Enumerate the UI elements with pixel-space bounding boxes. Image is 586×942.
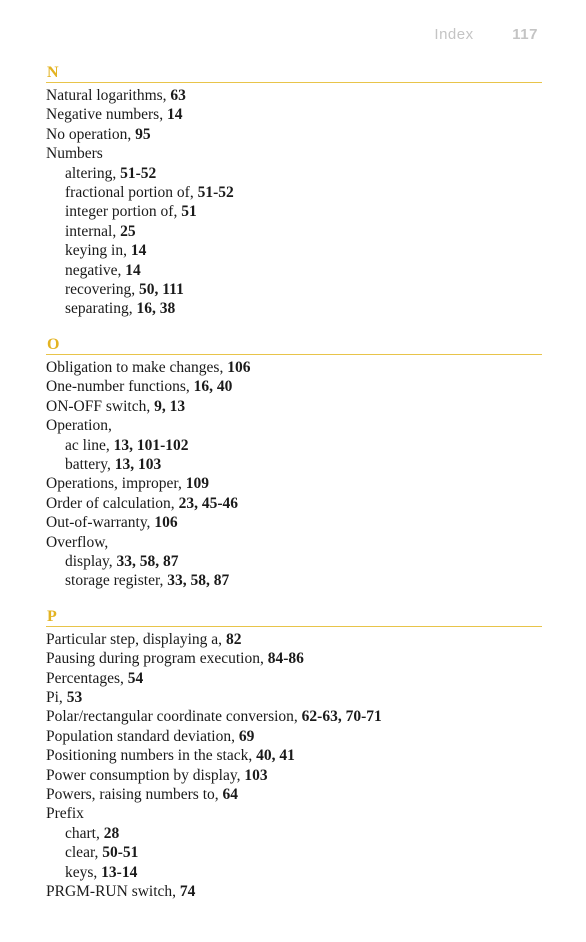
entry-term: separating, — [65, 300, 137, 318]
index-entry — [46, 688, 542, 707]
index-entry — [46, 494, 542, 513]
entry-term: Overflow, — [46, 533, 109, 551]
entry-term: negative, — [65, 261, 126, 279]
entry-term: No operation, — [46, 125, 136, 143]
index-subentry — [46, 863, 542, 882]
entry-term: chart, — [65, 824, 104, 842]
entry-page-refs: 51-52 — [197, 184, 234, 202]
index-entry — [46, 474, 542, 493]
entry-page-refs: 13, 103 — [114, 455, 162, 473]
index-subentry — [46, 436, 542, 455]
entry-term: Particular step, displaying a, — [46, 630, 226, 648]
index-entry — [46, 358, 542, 377]
index-entry — [46, 804, 542, 823]
entry-page-refs: 14 — [130, 242, 147, 260]
entry-term: Prefix — [46, 805, 84, 823]
index-entry — [46, 377, 542, 396]
index-entry — [46, 785, 542, 804]
entry-page-refs: 40, 41 — [256, 747, 295, 765]
entry-page-refs: 14 — [166, 106, 183, 124]
entry-term: integer portion of, — [65, 203, 182, 221]
entry-page-refs: 69 — [238, 727, 255, 745]
entry-term: Operations, improper, — [46, 475, 186, 493]
index-subentry — [46, 299, 542, 318]
index-subentry — [46, 824, 542, 843]
entry-term: Polar/rectangular coordinate conversion, — [46, 708, 302, 726]
entry-page-refs: 74 — [179, 883, 196, 901]
index-entry — [46, 727, 542, 746]
entry-page-refs: 103 — [244, 766, 268, 784]
entry-term: display, — [65, 552, 117, 570]
index-subentry — [46, 455, 542, 474]
entry-page-refs: 84-86 — [267, 650, 304, 668]
index-entry — [46, 649, 542, 668]
index-entry — [46, 630, 542, 649]
index-subentry — [46, 183, 542, 202]
entry-term: Percentages, — [46, 669, 128, 687]
index-subentry — [46, 280, 542, 299]
entry-page-refs: 23, 45-46 — [178, 494, 238, 512]
index-subentry — [46, 552, 542, 571]
index-entry — [46, 105, 542, 124]
entry-term: Obligation to make changes, — [46, 358, 228, 376]
entry-term: Pausing during program execution, — [46, 650, 268, 668]
section-letter-heading: O — [46, 336, 542, 355]
entry-term: Out-of-warranty, — [46, 514, 155, 532]
page-header — [434, 26, 538, 43]
entry-page-refs: 62-63, 70-71 — [301, 708, 382, 726]
entry-page-refs: 9, 13 — [154, 397, 186, 415]
index-section-n — [46, 64, 542, 319]
entry-page-refs: 50-51 — [102, 844, 139, 862]
index-subentry — [46, 571, 542, 590]
index-entry — [46, 882, 542, 901]
entry-term: Numbers — [46, 145, 103, 163]
entry-page-refs: 53 — [66, 688, 83, 706]
index-entry — [46, 533, 542, 552]
entry-term: Positioning numbers in the stack, — [46, 747, 257, 765]
entry-page-refs: 95 — [135, 125, 151, 143]
index-subentry — [46, 241, 542, 260]
entry-term: Operation, — [46, 417, 112, 435]
index-subentry — [46, 843, 542, 862]
index-subentry — [46, 222, 542, 241]
index-entry — [46, 125, 542, 144]
index-entry — [46, 766, 542, 785]
entry-term: Power consumption by display, — [46, 766, 245, 784]
entry-term: recovering, — [65, 281, 140, 299]
entry-term: ac line, — [65, 436, 114, 454]
entry-page-refs: 109 — [185, 475, 209, 493]
entry-term: storage register, — [65, 572, 168, 590]
entry-term: keys, — [65, 863, 102, 881]
entry-term: altering, — [65, 164, 121, 182]
index-subentry — [46, 261, 542, 280]
entry-term: Powers, raising numbers to, — [46, 786, 223, 803]
entry-page-refs: 50, 111 — [139, 281, 184, 299]
index-subentry — [46, 202, 542, 221]
entry-term: PRGM-RUN switch, — [46, 883, 180, 901]
entry-term: keying in, — [65, 242, 131, 260]
entry-term: Population standard deviation, — [46, 727, 239, 745]
entry-term: Natural logarithms, — [46, 87, 171, 104]
entry-page-refs: 51 — [181, 203, 197, 221]
entry-term: Pi, — [46, 688, 67, 706]
entry-page-refs: 106 — [154, 514, 178, 532]
entry-page-refs: 28 — [103, 824, 120, 842]
entry-page-refs: 13-14 — [101, 863, 138, 881]
index-entry — [46, 513, 542, 532]
index-entry — [46, 397, 542, 416]
entry-page-refs: 54 — [127, 669, 144, 687]
entry-term: One-number functions, — [46, 378, 194, 396]
index-entry — [46, 669, 542, 688]
entry-term: clear, — [65, 844, 103, 862]
entry-page-refs: 13, 101-102 — [113, 436, 189, 454]
entry-term: ON-OFF switch, — [46, 397, 155, 415]
entry-term: fractional portion of, — [65, 184, 198, 202]
entry-page-refs: 14 — [125, 261, 141, 279]
entry-page-refs: 82 — [225, 630, 242, 648]
header-title: Index — [434, 26, 474, 43]
index-subentry — [46, 164, 542, 183]
entry-page-refs: 16, 40 — [193, 378, 233, 396]
index-entry — [46, 144, 542, 163]
index-entry — [46, 707, 542, 726]
index-section-o — [46, 336, 542, 591]
entry-page-refs: 51-52 — [120, 164, 157, 182]
entry-page-refs: 25 — [120, 222, 136, 240]
entry-page-refs: 33, 58, 87 — [116, 552, 179, 570]
index-section-p — [46, 608, 542, 902]
entry-term: Negative numbers, — [46, 106, 167, 124]
section-letter-heading: N — [46, 64, 542, 83]
entry-term: Order of calculation, — [46, 494, 179, 512]
entry-page-refs: 33, 58, 87 — [167, 572, 230, 590]
entry-page-refs: 64 — [222, 786, 239, 803]
section-letter-heading: P — [46, 608, 542, 627]
page-number: 117 — [512, 26, 538, 43]
index-entry — [46, 746, 542, 765]
index-content — [46, 64, 542, 918]
index-entry — [46, 86, 542, 105]
entry-term: battery, — [65, 455, 115, 473]
entry-page-refs: 63 — [170, 87, 186, 104]
entry-term: internal, — [65, 222, 121, 240]
entry-page-refs: 16, 38 — [136, 300, 176, 318]
entry-page-refs: 106 — [227, 358, 251, 376]
index-entry — [46, 416, 542, 435]
